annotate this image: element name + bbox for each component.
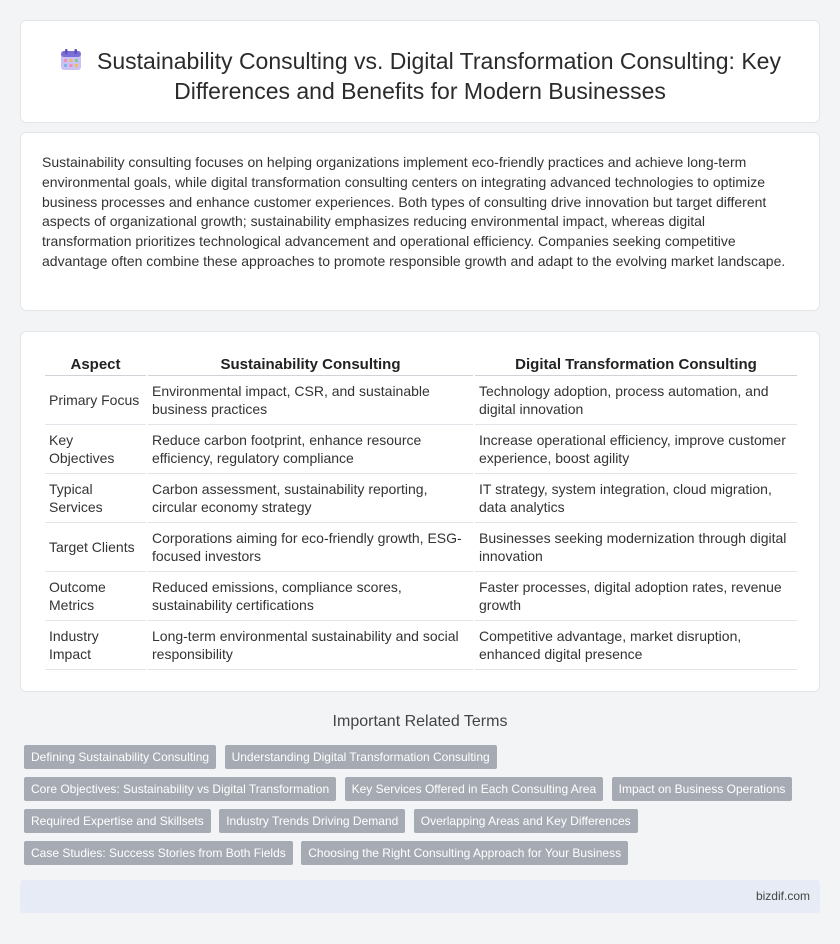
row-digital: Competitive advantage, market disruption, enhanced digital presence: [475, 621, 797, 670]
comparison-card: [20, 331, 820, 692]
table-row: [45, 425, 797, 474]
calendar-icon: [59, 48, 83, 72]
row-aspect: Primary Focus: [45, 376, 146, 425]
footer-site-name: bizdif.com: [755, 889, 810, 903]
table-row: [45, 474, 797, 523]
tag-row: [24, 777, 804, 809]
related-terms-heading: Important Related Terms: [332, 713, 508, 730]
table-row: [45, 572, 797, 621]
page-title: Sustainability Consulting vs. Digital Transformation Consulting: Key Differences and Benefits for Modern Businesses: [97, 48, 781, 104]
page-title-wrap: [21, 46, 819, 106]
title-card: [20, 20, 820, 123]
tag-case-studies[interactable]: Case Studies: Success Stories from Both Fields: [24, 841, 293, 865]
row-aspect: Industry Impact: [45, 621, 146, 670]
tag-understanding-digital-transformation[interactable]: Understanding Digital Transformation Consulting: [225, 745, 497, 769]
header-digital: Digital Transformation Consulting: [475, 354, 797, 376]
tag-impact-on-operations[interactable]: Impact on Business Operations: [612, 777, 793, 801]
related-terms-list: [24, 745, 804, 873]
row-sustainability: Reduce carbon footprint, enhance resource efficiency, regulatory compliance: [148, 425, 473, 474]
comparison-table: [43, 354, 799, 670]
tag-row: [24, 809, 804, 841]
header-sustainability: Sustainability Consulting: [148, 354, 473, 376]
tag-key-services[interactable]: Key Services Offered in Each Consulting Area: [345, 777, 604, 801]
row-sustainability: Environmental impact, CSR, and sustainable business practices: [148, 376, 473, 425]
row-sustainability: Corporations aiming for eco-friendly growth, ESG-focused investors: [148, 523, 473, 572]
tag-required-expertise[interactable]: Required Expertise and Skillsets: [24, 809, 211, 833]
tag-row: [24, 841, 804, 873]
row-digital: Technology adoption, process automation, and digital innovation: [475, 376, 797, 425]
row-aspect: Target Clients: [45, 523, 146, 572]
tag-defining-sustainability-consulting[interactable]: Defining Sustainability Consulting: [24, 745, 216, 769]
intro-card: [20, 132, 820, 311]
row-digital: Faster processes, digital adoption rates, revenue growth: [475, 572, 797, 621]
table-row: [45, 376, 797, 425]
row-sustainability: Reduced emissions, compliance scores, sustainability certifications: [148, 572, 473, 621]
footer-bar: [20, 880, 820, 913]
tag-industry-trends[interactable]: Industry Trends Driving Demand: [219, 809, 405, 833]
row-aspect: Key Objectives: [45, 425, 146, 474]
header-aspect: Aspect: [45, 354, 146, 376]
tag-overlapping-areas[interactable]: Overlapping Areas and Key Differences: [414, 809, 638, 833]
row-digital: Increase operational efficiency, improve customer experience, boost agility: [475, 425, 797, 474]
table-header-row: [45, 354, 797, 376]
tag-row: [24, 745, 804, 777]
row-aspect: Typical Services: [45, 474, 146, 523]
table-row: [45, 621, 797, 670]
intro-paragraph: Sustainability consulting focuses on helping organizations implement eco-friendly practices and achieve long-term environmental goals, while digital transformation consulting centers on integrating advanced technologies to optimize business processes and enhance customer experiences. Both types of consulting drive innovation but target different aspects of organizational growth; sustainability emphasizes reducing environmental impact, whereas digital transformation prioritizes technological advancement and operational efficiency. Companies seeking competitive advantage often combine these approaches to promote responsible growth and adapt to the evolving market landscape.: [42, 154, 786, 269]
row-sustainability: Carbon assessment, sustainability reporting, circular economy strategy: [148, 474, 473, 523]
row-digital: Businesses seeking modernization through digital innovation: [475, 523, 797, 572]
table-row: [45, 523, 797, 572]
row-sustainability: Long-term environmental sustainability and social responsibility: [148, 621, 473, 670]
tag-choosing-approach[interactable]: Choosing the Right Consulting Approach for Your Business: [301, 841, 628, 865]
tag-core-objectives[interactable]: Core Objectives: Sustainability vs Digital Transformation: [24, 777, 336, 801]
row-aspect: Outcome Metrics: [45, 572, 146, 621]
row-digital: IT strategy, system integration, cloud migration, data analytics: [475, 474, 797, 523]
